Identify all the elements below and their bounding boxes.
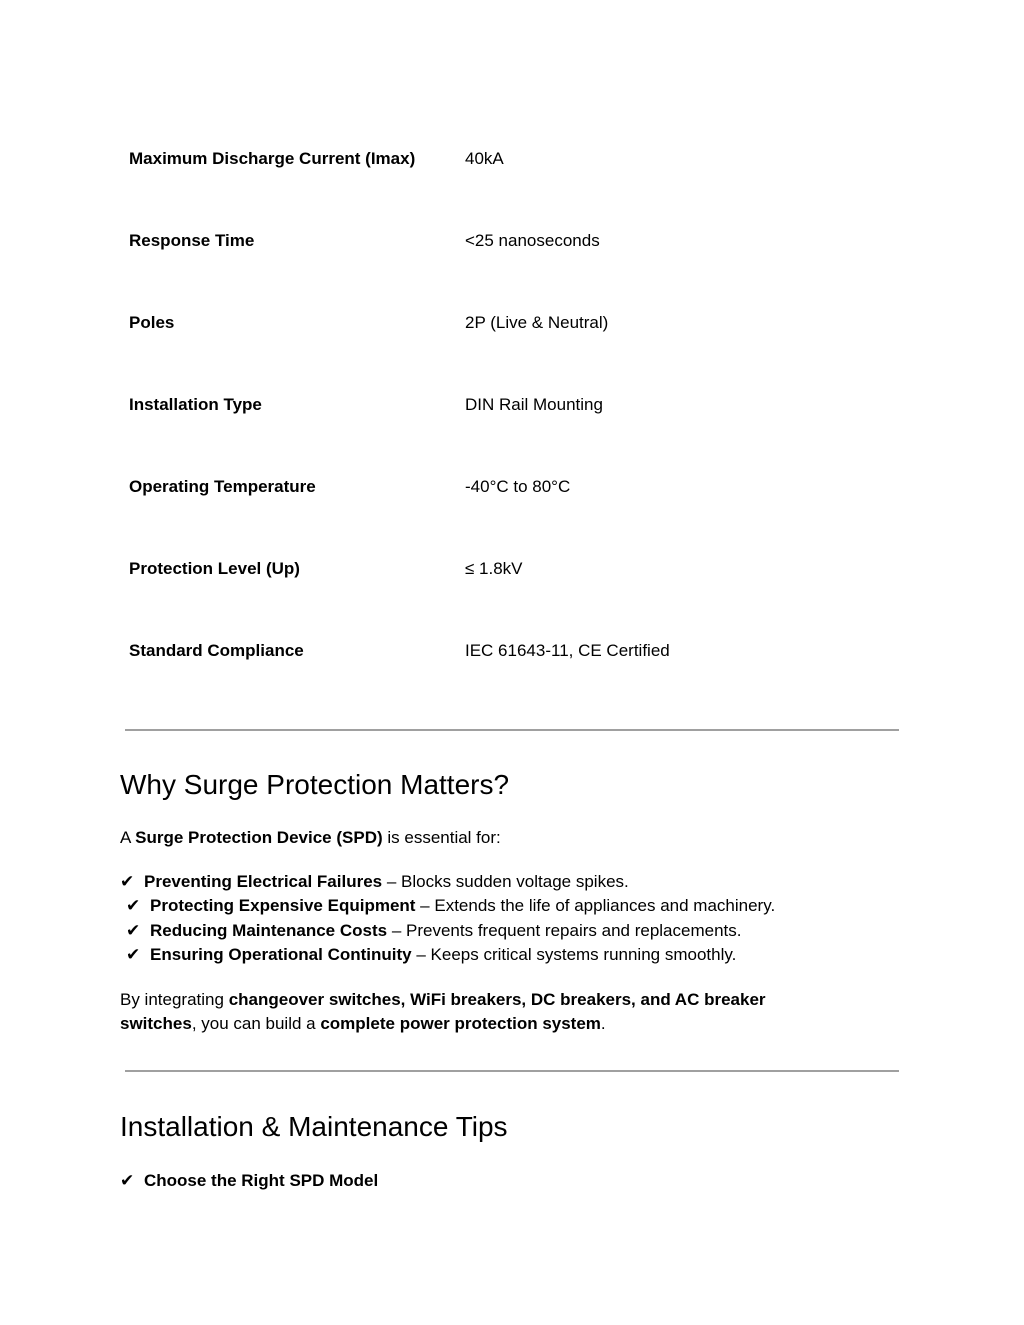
- spec-value: <25 nanoseconds: [465, 231, 600, 250]
- spec-label: Poles: [129, 313, 175, 332]
- list-item: ✔ Reducing Maintenance Costs – Prevents frequent repairs and replacements.: [120, 919, 775, 943]
- spec-row: [120, 200, 900, 282]
- spec-label: Protection Level (Up): [129, 559, 300, 578]
- spec-row: [120, 118, 900, 200]
- spec-label: Maximum Discharge Current (Imax): [129, 149, 416, 168]
- spec-row: [120, 364, 900, 446]
- why-intro: A Surge Protection Device (SPD) is essential for:: [120, 828, 501, 847]
- spec-row: [120, 282, 900, 364]
- intro-bold: Surge Protection Device (SPD): [135, 828, 383, 847]
- section-title-install: Installation & Maintenance Tips: [120, 1111, 508, 1142]
- spec-row: [120, 528, 900, 610]
- spec-label: Installation Type: [129, 395, 262, 414]
- benefit-list: [120, 870, 775, 967]
- why-closing: By integrating changeover switches, WiFi breakers, DC breakers, and AC breaker switches, you can build a complete power protection system.: [120, 990, 766, 1033]
- spec-value: -40°C to 80°C: [465, 477, 571, 496]
- spec-label: Operating Temperature: [129, 477, 316, 496]
- spec-table: [120, 118, 900, 692]
- install-tip: ✔ Choose the Right SPD Model: [120, 1169, 378, 1193]
- spec-label: Standard Compliance: [129, 641, 304, 660]
- section-title-why: Why Surge Protection Matters?: [120, 769, 510, 800]
- checkmark-icon: ✔: [126, 896, 141, 916]
- spec-value: DIN Rail Mounting: [465, 395, 603, 414]
- list-item: ✔ Protecting Expensive Equipment – Extends the life of appliances and machinery.: [120, 894, 775, 918]
- spec-row: [120, 446, 900, 528]
- section-divider: [125, 1070, 899, 1072]
- spec-value: ≤ 1.8kV: [465, 559, 523, 578]
- list-item: ✔ Ensuring Operational Continuity – Keeps critical systems running smoothly.: [120, 943, 775, 967]
- spec-value: 40kA: [465, 149, 504, 168]
- spec-label: Response Time: [129, 231, 255, 250]
- spec-row: [120, 610, 900, 692]
- spec-value: 2P (Live & Neutral): [465, 313, 609, 332]
- checkmark-icon: ✔: [126, 920, 141, 940]
- list-item: ✔ Preventing Electrical Failures – Blocks sudden voltage spikes.: [120, 870, 775, 894]
- section-divider: [125, 729, 899, 731]
- spec-value: IEC 61643-11, CE Certified: [465, 641, 670, 660]
- checkmark-icon: ✔: [120, 872, 135, 891]
- checkmark-icon: ✔: [126, 944, 141, 964]
- checkmark-icon: ✔: [120, 1171, 135, 1190]
